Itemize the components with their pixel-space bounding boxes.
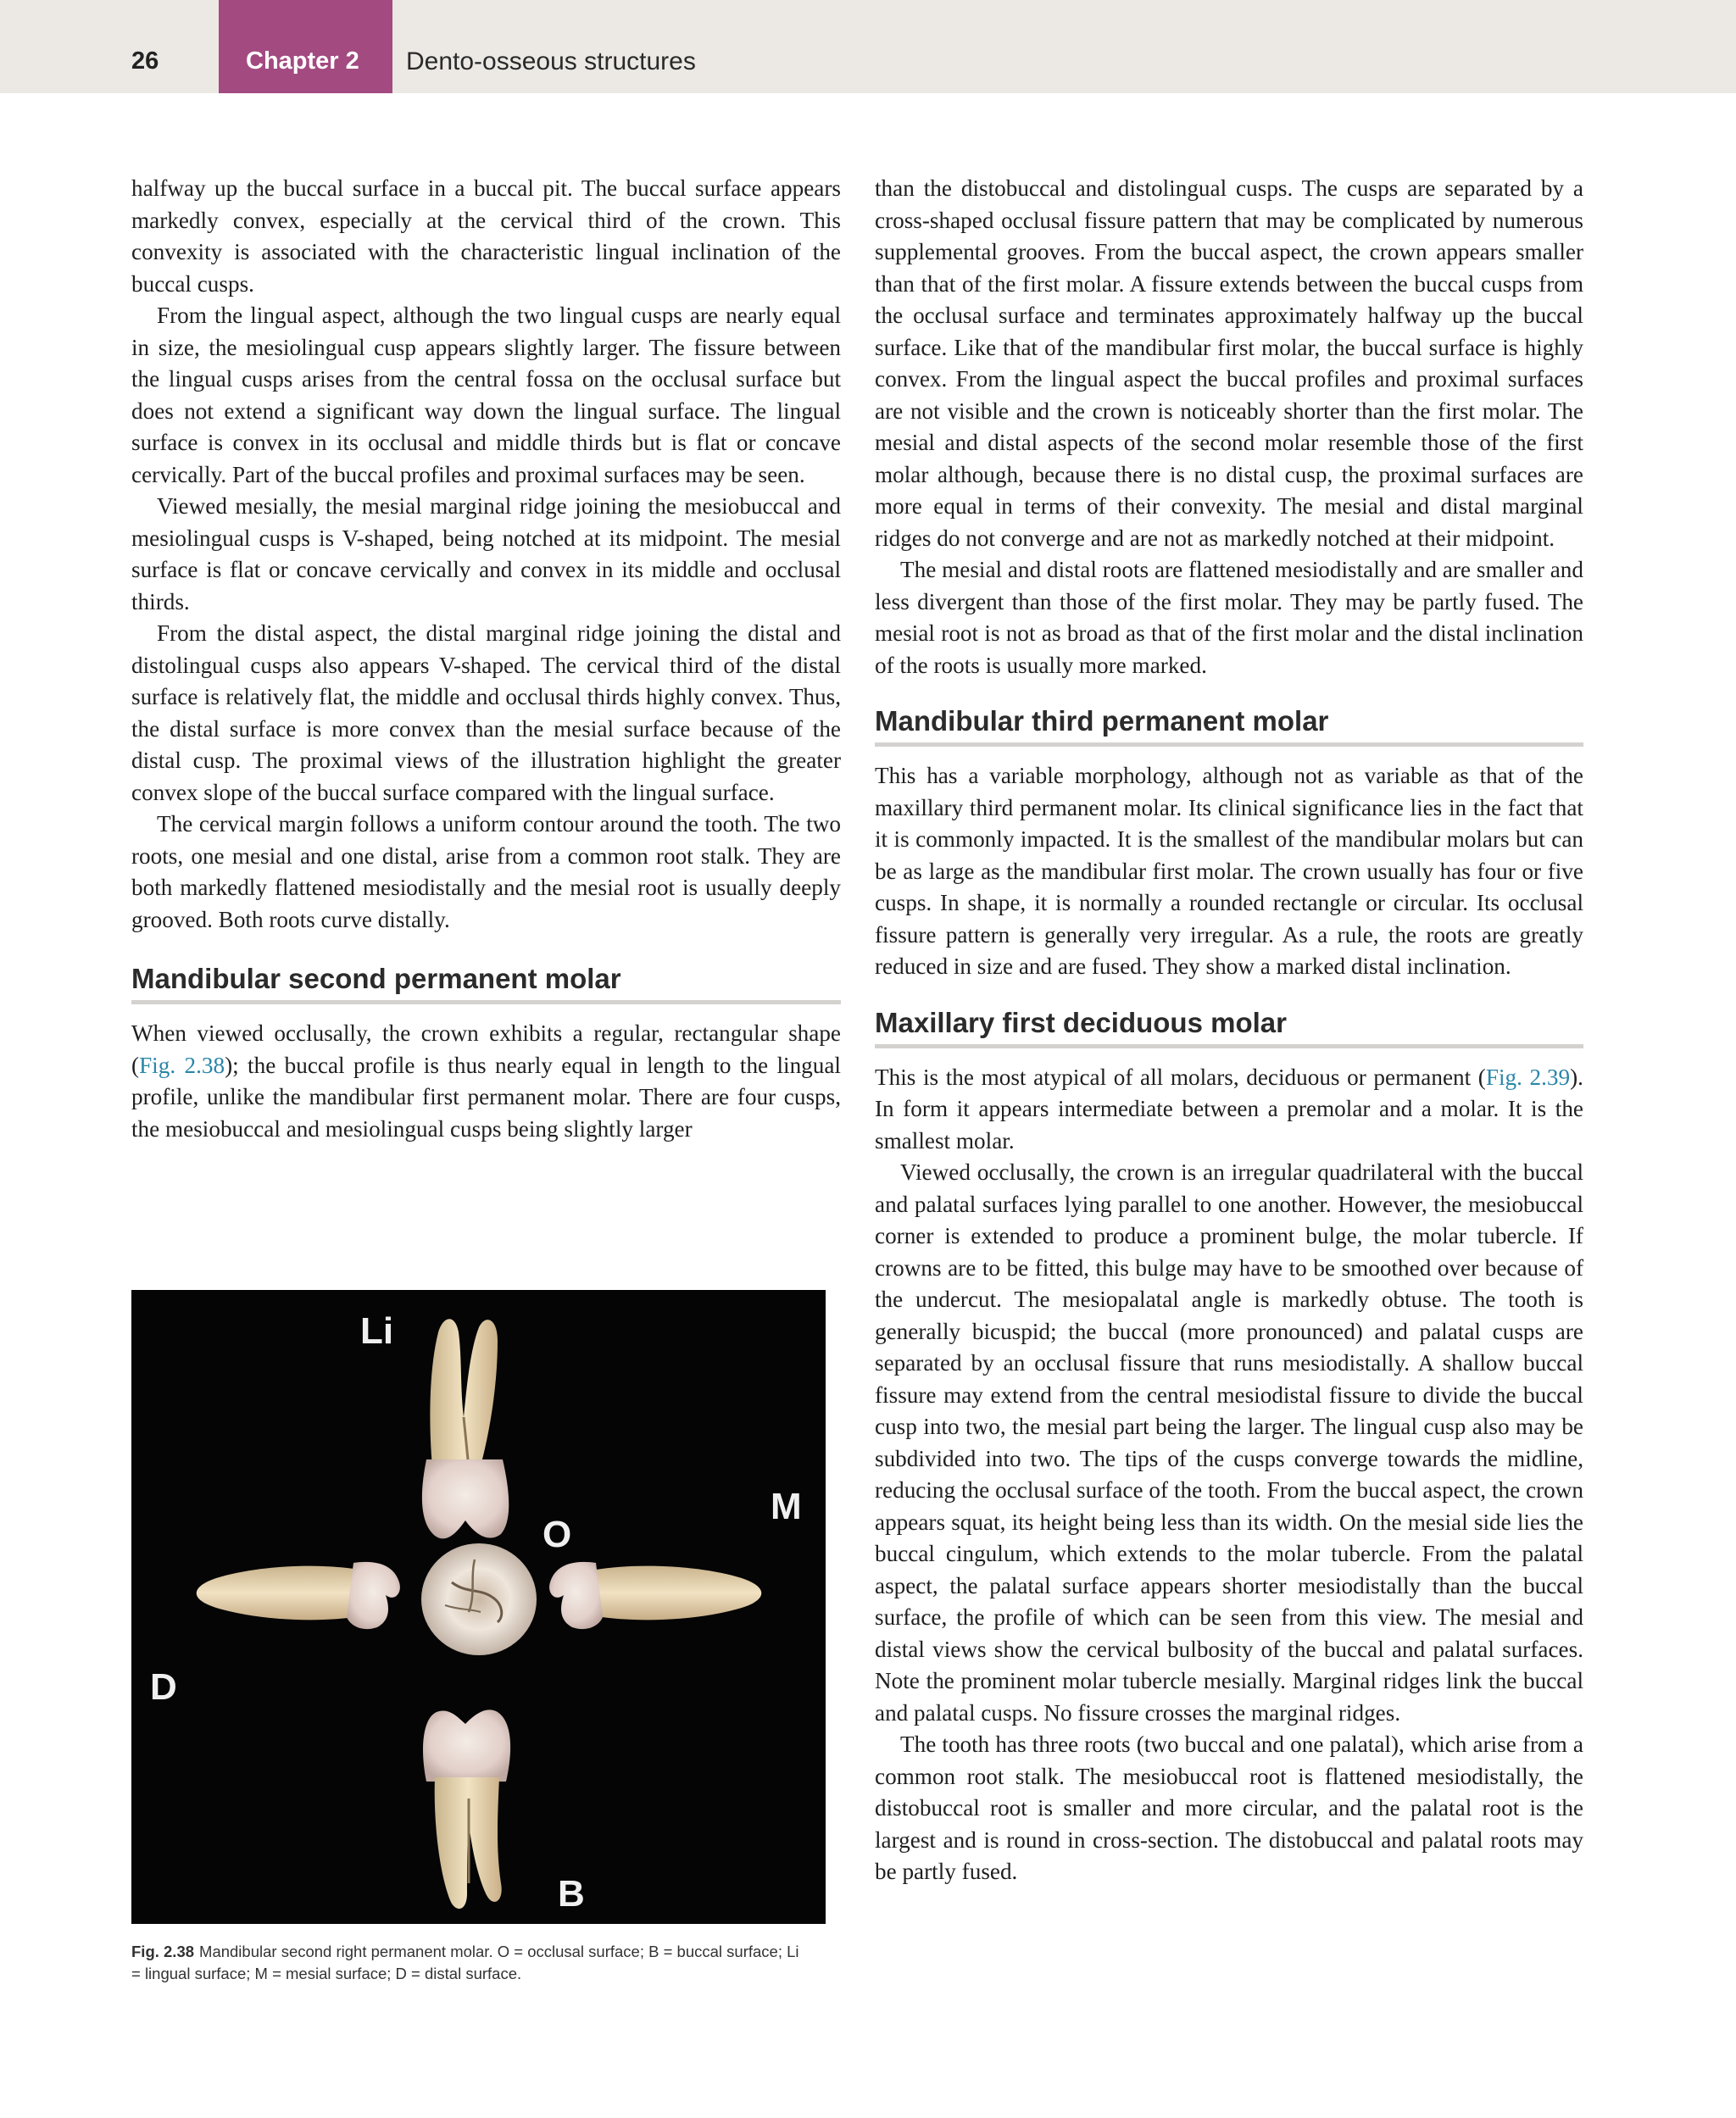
chapter-label: Chapter 2 [246, 47, 359, 75]
text-run: When viewed occlusally, the crown exhibits a regular, rectangular shape ( [131, 1020, 841, 1078]
figure-link-2-39[interactable]: Fig. 2.39 [1485, 1064, 1571, 1090]
figure-label-m: M [771, 1486, 802, 1527]
paragraph: From the lingual aspect, although the two lingual cusps are nearly equal in size, the mesiolingual cusp appears slightly larger. The fissure between the lingual cusps arises from the central fossa on the occlusal surface but does not extend a significant way down the lingual surface. The lingual surface is convex in its occlusal and middle thirds but is flat or concave cervically. Part of the buccal profiles and proximal surfaces may be seen. [131, 303, 841, 487]
paragraph: Viewed mesially, the mesial marginal ridge joining the mesiobuccal and mesiolingual cusps is V-shaped, being notched at its midpoint. The mesial surface is flat or concave cervically and convex in its middle and occlusal thirds. [131, 493, 841, 614]
paragraph: halfway up the buccal surface in a buccal pit. The buccal surface appears markedly convex, especially at the cervical third of the crown. This convexity is associated with the characteristic lingual inclination of the buccal cusps. [131, 175, 841, 297]
tooth-photo [131, 1290, 826, 1924]
chapter-tab [219, 0, 392, 93]
paragraph [875, 1062, 1583, 1158]
caption-label: Fig. 2.38 [131, 1943, 195, 1960]
paragraph [131, 1018, 841, 1145]
left-column [131, 173, 841, 1145]
figure-label-b: B [558, 1873, 585, 1915]
text-run: ). In form it appears intermediate between a premolar and a molar. It is the smallest molar. [875, 1064, 1583, 1154]
tooth-lingual-view [422, 1319, 509, 1538]
text-run: This is the most atypical of all molars, deciduous or permanent ( [875, 1064, 1486, 1090]
paragraph: Viewed occlusally, the crown is an irregular quadrilateral with the buccal and palatal surfaces lying parallel to one another. However, the mesiobuccal corner is extended to produce a prominent bulge, the molar tubercle. If crowns are to be fitted, this bulge may have to be smoothed over because of the undercut. The mesiopalatal angle is markedly obtuse. The tooth is generally bicuspid; the buccal (more pronounced) and palatal cusps are separated by an occlusal fissure that runs mesiodistally. A shallow buccal fissure may extend from the central mesiodistal fissure to divide the buccal cusp into two, the mesial part being the larger. The lingual cusp also may be subdivided into two. The tips of the cusps converge towards the midline, reducing the occlusal surface of the tooth. From the buccal aspect, the crown appears squat, its height being less than its width. On the mesial side lies the buccal cingulum, which extends to the molar tubercle. From the palatal aspect, the palatal surface appears shorter mesiodistally than the buccal surface, the profile of which can be seen from this view. The mesial and distal views show the cervical bulbosity of the buccal and palatal surfaces. Note the prominent molar tubercle mesially. Marginal ridges link the buccal and palatal cusps. No fissure crosses the marginal ridges. [875, 1159, 1583, 1726]
paragraph: The tooth has three roots (two buccal and one palatal), which arise from a common root stalk. The mesiobuccal root is flattened mesiodistally, the distobuccal root is smaller and more circular, and the palatal root is the largest and is round in cross-section. The distobuccal and palatal roots may be partly fused. [875, 1732, 1583, 1884]
figure-label-o: O [542, 1514, 572, 1555]
page-number: 26 [131, 47, 159, 75]
figure-label-d: D [150, 1666, 177, 1708]
paragraph: than the distobuccal and distolingual cusps. The cusps are separated by a cross-shaped occlusal fissure pattern that may be complicated by numerous supplemental grooves. From the buccal aspect, the crown appears smaller than that of the first molar. A fissure extends between the buccal cusps from the occlusal surface and terminates approximately halfway up the buccal surface. Like that of the mandibular first molar, the buccal surface is highly convex. From the lingual aspect the buccal profiles and proximal surfaces are not visible and the crown is noticeably shorter than the first molar. The mesial and distal aspects of the second molar resemble those of the first molar although, because there is no distal cusp, the proximal surfaces are more equal in terms of their convexity. The mesial and distal marginal ridges do not converge and are not as markedly notched at their midpoint. [875, 175, 1583, 551]
tooth-mesial-view [549, 1562, 761, 1629]
chapter-title: Dento-osseous structures [406, 47, 696, 75]
tooth-occlusal-view [421, 1543, 537, 1655]
section-heading-maxillary-deciduous: Maxillary first deciduous molar [875, 1005, 1583, 1048]
caption-text: Mandibular second right permanent molar. O = occlusal surface; B = buccal surface; Li = lingual surface; M = mesial surface; D = distal surface. [131, 1943, 799, 1982]
paragraph: From the distal aspect, the distal marginal ridge joining the distal and distolingual cusps also appears V-shaped. The cervical third of the distal surface is relatively flat, the middle and occlusal thirds highly convex. Thus, the distal surface is more convex than the mesial surface because of the distal cusp. The proximal views of the illustration highlight the greater convex slope of the buccal surface compared with the lingual surface. [131, 620, 841, 805]
figure-caption [131, 1941, 810, 1985]
paragraph: The cervical margin follows a uniform contour around the tooth. The two roots, one mesial and one distal, arise from a common root stalk. They are both markedly flattened mesiodistally and the mesial root is usually deeply grooved. Both roots curve distally. [131, 811, 841, 932]
section-heading-third-molar: Mandibular third permanent molar [875, 703, 1583, 747]
figure-link-2-38[interactable]: Fig. 2.38 [139, 1052, 225, 1078]
figure-2-38-image [131, 1290, 826, 1924]
right-column [875, 173, 1583, 1888]
tooth-buccal-view [423, 1709, 510, 1909]
paragraph: This has a variable morphology, although not as variable as that of the maxillary third permanent molar. Its clinical significance lies in the fact that it is commonly impacted. It is the smallest of the mandibular molars but can be as large as the mandibular first molar. The crown usually has four or five cusps. In shape, it is normally a rounded rectangle or circular. Its occlusal fissure pattern is generally very irregular. As a rule, the roots are greatly reduced in size and are fused. They show a marked distal inclination. [875, 763, 1583, 979]
paragraph: The mesial and distal roots are flattened mesiodistally and are smaller and less divergent than those of the first molar. They may be partly fused. The mesial root is not as broad as that of the first molar and the distal inclination of the roots is usually more marked. [875, 557, 1583, 678]
text-run: ); the buccal profile is thus nearly equal in length to the lingual profile, unlike the mandibular first permanent molar. There are four cusps, the mesiobuccal and mesiolingual cusps being slightly larger [131, 1052, 841, 1142]
section-heading-second-molar: Mandibular second permanent molar [131, 961, 841, 1004]
tooth-distal-view [197, 1562, 400, 1629]
figure-label-li: Li [360, 1310, 394, 1352]
